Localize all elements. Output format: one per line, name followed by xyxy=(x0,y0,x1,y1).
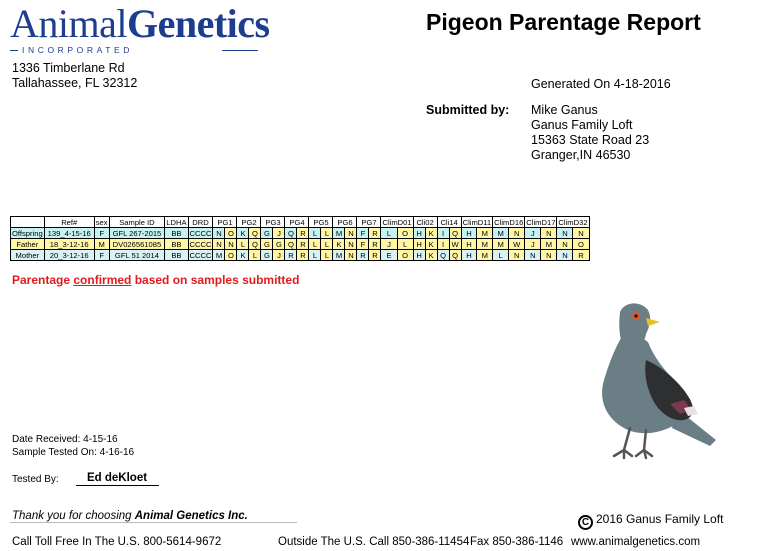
allele-cell: L xyxy=(309,228,321,239)
allele-cell: G xyxy=(261,228,273,239)
allele-cell: I xyxy=(437,228,449,239)
allele-cell: I xyxy=(437,239,449,250)
cell-drd: CCCC xyxy=(189,228,212,238)
allele-cell: M xyxy=(477,239,493,250)
allele-cell: M xyxy=(213,250,225,261)
allele-cell: G xyxy=(273,239,285,250)
allele-cell: H xyxy=(413,250,425,261)
allele-cell: M xyxy=(333,250,345,261)
allele-cell: N xyxy=(509,250,525,261)
cell-ldha: BB xyxy=(165,228,188,239)
allele-cell: M xyxy=(333,228,345,239)
footer-tollfree: Call Toll Free In The U.S. 800-5614-9672 xyxy=(12,536,222,548)
logo-word-genetics: Genetics xyxy=(126,1,270,46)
allele-cell: O xyxy=(397,228,413,239)
cell-drd: CCCC xyxy=(189,250,212,260)
copyright-notice xyxy=(578,512,723,530)
tester-name: Ed deKloet xyxy=(76,472,159,486)
allele-cell: O xyxy=(225,228,237,239)
submitted-by-label: Submitted by: xyxy=(426,103,510,117)
allele-cell: J xyxy=(273,250,285,261)
table-header-cell: Sample ID xyxy=(109,217,165,228)
cell-ldha: BB xyxy=(165,239,188,250)
allele-cell: N xyxy=(557,228,573,239)
allele-cell: Q xyxy=(285,239,297,250)
logo-tagline xyxy=(14,45,254,55)
cell-ldha: BB xyxy=(165,250,188,261)
cell-role: Father xyxy=(11,239,45,250)
copyright-text: 2016 Ganus Family Loft xyxy=(596,512,724,526)
allele-cell: Q xyxy=(449,250,461,261)
allele-cell: H xyxy=(461,228,477,239)
table-header-cell: DRD xyxy=(188,217,213,228)
allele-cell: N xyxy=(541,250,557,261)
company-logo xyxy=(10,1,270,46)
submitter-loft: Ganus Family Loft xyxy=(531,118,633,132)
submitter-name: Mike Ganus xyxy=(531,103,598,117)
thanks-divider xyxy=(10,522,297,523)
allele-cell: K xyxy=(425,228,437,239)
table-header-cell: PG3 xyxy=(261,217,285,228)
allele-cell: L xyxy=(309,250,321,261)
cell-sample: GFL 51 2014 xyxy=(109,250,165,261)
table-header-row xyxy=(11,217,590,228)
allele-cell: N xyxy=(525,250,541,261)
allele-cell: G xyxy=(261,239,273,250)
allele-cell: R xyxy=(369,239,381,250)
allele-cell: H xyxy=(461,250,477,261)
confirmation-message xyxy=(12,273,299,287)
confirm-word: confirmed xyxy=(73,273,132,287)
table-header-cell: ClimD17 xyxy=(526,217,556,227)
table-header-cell: Cli14 xyxy=(437,217,461,228)
footer-outside-us: Outside The U.S. Call 850-386-11454 xyxy=(278,536,470,548)
footer-fax: Fax 850-386-1146 xyxy=(470,536,564,548)
allele-cell: H xyxy=(413,228,425,239)
allele-cell: L xyxy=(321,228,333,239)
allele-cell: L xyxy=(309,239,321,250)
report-title: Pigeon Parentage Report xyxy=(426,9,701,35)
allele-cell: R xyxy=(297,250,309,261)
allele-cell: N xyxy=(213,239,225,250)
address-line-2: Tallahassee, FL 32312 xyxy=(12,76,138,90)
cell-sex: F xyxy=(94,250,109,261)
allele-cell: R xyxy=(357,250,369,261)
table-header-cell: PG5 xyxy=(309,217,333,228)
allele-cell: J xyxy=(381,239,397,250)
copyright-icon: C xyxy=(578,515,593,530)
thank-you-note xyxy=(12,510,248,522)
table-header-cell: ClimD01 xyxy=(382,217,412,227)
allele-cell: K xyxy=(425,239,437,250)
allele-cell: L xyxy=(321,239,333,250)
allele-cell: R xyxy=(369,250,381,261)
allele-cell: R xyxy=(297,239,309,250)
table-header-cell xyxy=(11,217,45,228)
table-header-cell: LDHA xyxy=(166,217,187,227)
allele-cell: Q xyxy=(285,228,297,239)
sample-tested-date: Sample Tested On: 4-16-16 xyxy=(12,447,135,458)
allele-cell: J xyxy=(525,239,541,250)
allele-cell: M xyxy=(493,239,509,250)
allele-cell: N xyxy=(345,250,357,261)
submitter-city: Granger,IN 46530 xyxy=(531,148,631,162)
allele-cell: N xyxy=(345,239,357,250)
cell-ref: 139_4-15-16 xyxy=(44,228,94,239)
table-header-cell: ClimD16 xyxy=(494,217,524,227)
cell-role: Offspring xyxy=(12,228,43,238)
table-row xyxy=(11,250,590,261)
allele-cell: K xyxy=(237,250,249,261)
allele-cell: N xyxy=(509,228,525,239)
allele-cell: F xyxy=(357,239,369,250)
confirm-post: based on samples submitted xyxy=(131,273,300,287)
allele-cell: Q xyxy=(249,228,261,239)
allele-cell: W xyxy=(509,239,525,250)
table-header-cell: Cli02 xyxy=(413,217,437,228)
allele-cell: K xyxy=(425,250,437,261)
table-row xyxy=(11,239,590,250)
allele-cell: Q xyxy=(437,250,449,261)
table-header-cell: sex xyxy=(95,217,108,227)
date-received: Date Received: 4-15-16 xyxy=(12,434,118,445)
cell-sex: F xyxy=(94,228,109,239)
allele-cell: M xyxy=(493,228,509,239)
table-header-cell: PG7 xyxy=(357,217,381,228)
table-header-cell: PG6 xyxy=(333,217,357,228)
table-header-cell: ClimD11 xyxy=(462,217,492,227)
genotype-table xyxy=(10,216,590,261)
allele-cell: O xyxy=(573,239,589,250)
allele-cell: L xyxy=(493,250,509,261)
allele-cell: Q xyxy=(249,239,261,250)
allele-cell: F xyxy=(357,228,369,239)
allele-cell: N xyxy=(225,239,237,250)
allele-cell: G xyxy=(261,250,273,261)
footer-website[interactable]: www.animalgenetics.com xyxy=(571,536,701,548)
allele-cell: W xyxy=(449,239,461,250)
allele-cell: L xyxy=(237,239,249,250)
allele-cell: O xyxy=(225,250,237,261)
allele-cell: K xyxy=(333,239,345,250)
cell-ref: 20_3-12-16 xyxy=(44,250,94,261)
company-address xyxy=(12,61,137,91)
cell-role: Mother xyxy=(11,250,45,261)
table-header-cell: Ref# xyxy=(44,217,94,228)
thanks-company: Animal Genetics Inc. xyxy=(134,510,248,522)
address-line-1: 1336 Timberlane Rd xyxy=(12,61,125,75)
allele-cell: N xyxy=(345,228,357,239)
allele-cell: O xyxy=(397,250,413,261)
allele-cell: J xyxy=(525,228,541,239)
table-header-cell: PG2 xyxy=(237,217,261,228)
table-row xyxy=(11,228,590,239)
allele-cell: L xyxy=(321,250,333,261)
tested-by-label: Tested By: xyxy=(12,474,59,485)
allele-cell: L xyxy=(397,239,413,250)
pigeon-illustration-icon xyxy=(588,300,718,470)
cell-sample: GFL 267-2015 xyxy=(109,228,165,239)
allele-cell: M xyxy=(477,228,493,239)
allele-cell: H xyxy=(413,239,425,250)
allele-cell: N xyxy=(557,239,573,250)
allele-cell: N xyxy=(541,228,557,239)
allele-cell: R xyxy=(285,250,297,261)
allele-cell: N xyxy=(557,250,573,261)
allele-cell: R xyxy=(573,250,589,261)
generated-date: Generated On 4-18-2016 xyxy=(531,77,671,91)
allele-cell: J xyxy=(273,228,285,239)
table-header-cell: PG1 xyxy=(213,217,237,228)
cell-ref: 18_3-12-16 xyxy=(44,239,94,250)
allele-cell: R xyxy=(297,228,309,239)
allele-cell: Q xyxy=(449,228,461,239)
confirm-pre: Parentage xyxy=(12,273,74,287)
cell-drd: CCCC xyxy=(189,239,212,249)
allele-cell: L xyxy=(249,250,261,261)
table-header-cell: ClimD32 xyxy=(558,217,588,227)
submitter-info xyxy=(531,103,649,163)
logo-word-animal: Animal xyxy=(10,1,127,46)
submitter-street: 15363 State Road 23 xyxy=(531,133,650,147)
allele-cell: M xyxy=(477,250,493,261)
allele-cell: N xyxy=(573,228,589,239)
allele-cell: E xyxy=(381,250,397,261)
allele-cell: N xyxy=(213,228,225,239)
thanks-text: Thank you for choosing xyxy=(12,510,135,522)
cell-sample: DV026561085 xyxy=(109,239,165,250)
cell-sex: M xyxy=(94,239,109,250)
logo-incorporated: INCORPORATED xyxy=(22,45,134,55)
allele-cell: H xyxy=(461,239,477,250)
allele-cell: M xyxy=(541,239,557,250)
allele-cell: K xyxy=(237,228,249,239)
allele-cell: R xyxy=(369,228,381,239)
allele-cell: L xyxy=(381,228,397,239)
table-header-cell: PG4 xyxy=(285,217,309,228)
